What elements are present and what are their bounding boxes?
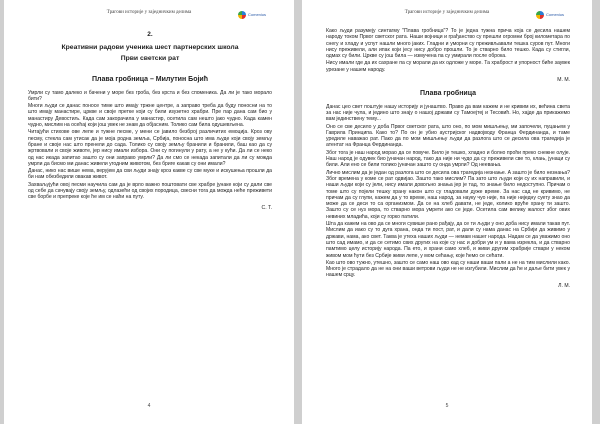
page-header [302, 10, 592, 24]
paragraph: Нису имали где да их сахране па су морали да их одложе у море. Та храброст и упорност биће заувек урезане у нашем народу. [326, 60, 570, 73]
paragraph: Данас цео свет поштује нашу историју и јунаштво. Право да вам кажем и не кривим их, већина света за нас није чула, и једино што знају о нашој држави су Тамоејтеј и Тесовић. Но, хајде да прикажемо вам јединствену тему... [326, 103, 570, 123]
paragraph: Читајући стихове ове лепе и тужне песме, у мени се јавило безброј различитих емоција. Кроз ову песму, стекла сам утисак да је моја родна земља, Србија, поносна што има људе који своју земљу бране и своје нас што пренели до сада. Толико су своју земљу бранили и бранили, баш као да су жртвовали и своје животе, јер нису имали избора. Они су погинули у рату, а не у кући. Да ли се неко од нас икада запитао зашто су они заправо умрли? Да ли смо се некада запитали да ли су можда умрли да бисмо ми данас живели угодним животом, без бриге какав су они имали? [28, 129, 272, 167]
comenius-logo-icon [536, 11, 544, 19]
left-page-body [28, 30, 272, 211]
paragraph: Оно се све десило у доба Првог светског рата, што оно, по мом мишљењу, ми започели, пуцањем у Гаврила Принципа. Како то? По он је убио аустријског надвојводу Франца Фердинанда, и таме уредиле наважао рат. Пако да по мом мишљењу људи да разлога што се десила ова трагедија је атентат на Франца Фердинанда. [326, 123, 570, 149]
paragraph: Због тога је наш народ морао да се повуче. Било је тешко, хладно и болно проћи преко снежне олује. Наш народ је одувек био јуначан народ, тако да није ни чудо да су преживели све то, клањ, јунаци су били. Али ено се били толико јуначан зашто су онда умрли? Од неевања. [326, 149, 570, 169]
signature: Л. М. [558, 282, 570, 289]
comenius-logo [238, 10, 268, 22]
logo-text: Comenius [546, 12, 565, 17]
page-header [4, 10, 294, 24]
poem-title: Плава гробница – Милутин Бојић [91, 76, 208, 84]
page-number: 4 [147, 403, 151, 409]
logo-text: Comenius [248, 12, 267, 17]
document-subtitle: Први светски рат [120, 55, 180, 63]
paragraph: Како људи разумеју синтагму "Плава гробница"? То је једна тужна прича која се десила нашем народу током Првог светског рата. Наши војници и грађанство су прешли огромни број километара по снегу и хладу и успут нашли много јаких. Гладни и уморни су преживљавали тешка суров пут. Многи нису преживели, али ипак који јесу нису добро прошли. То је стварно било тешко. Када су стигли, одмах су били. Цркве су још била — измучена па су умирали после оброка. [326, 28, 570, 60]
right-page-body [326, 28, 570, 289]
section-title: Плава гробница [419, 90, 477, 98]
comenius-logo [536, 10, 566, 22]
paragraph: Захваљујући овој песми научила сам да је врло важно поштовати све храбре јунаке који су дали све од себе да сачувају своју земљу, одлазећи од својих породица, свесни тога да можда неће преживети све борбе и препреке које ће им се наћи на путу. [28, 181, 272, 201]
signature: М. М. [557, 77, 570, 84]
comenius-logo-icon [238, 11, 246, 19]
document-title: Креативни радови ученика шест партнерских школа [61, 44, 239, 52]
page-number: 5 [445, 403, 449, 409]
paragraph: Лично мислим да је један од разлога што се десила ова трагедија незнање. А зашто је било незнања? Због времена у коме се рат одвијао. Зашто тако мислим? Па зато што људи који су их направили, и наши људи који су јели, нису имали довољно знања јер је тад, то знање било недоступно. Причам о томе што су појели тешку храну након што су гладовали дуже време. За нас сад не кривимо, не причам да су глупи, кажем да у то време, наш народ, за науку чуо није, па није ниједну суету знао да може да се деси то са организмом. Да се на хлеб давати, не једе, колико вруће храну ти зашто. Зашто су се нуз мора, то стварно мора умрети ако се једе. Осетила сам велику жалост због ових невиних младића, који су горко патили. [326, 169, 570, 220]
paragraph: Многи људи се данас поносе тиме што имају тржне центре, а заправо треба да буду поносни на то што имају манастире, цркве и своје претке који су били изузетно храбри. Пре пар дана сам био у манастиру Девостиљ. Када сам закорачила у манастир, осетила сам нешто јако чудно. Када камен чудно, мислим на осећај који још увек не знам да објасним. Толико сам била одушевљена. [28, 103, 272, 129]
paragraph: Као што ово тужно, утешно, зашто се само наш ово кад су наши ваши пали а не на тим мислили како. Много је страдало да не на они ваши ветрови људи не не изгубили. Мислим да ће и даље бити увек у нашем срцу. [326, 259, 570, 279]
signature: С. Т. [261, 204, 272, 211]
section-number: 2. [147, 31, 153, 38]
paragraph: Данас, нико нас више нема, верујем да сви људи знају кроз какве су све муке и искушења прошли да би нам обезбедили овакав живот. [28, 168, 272, 181]
paragraph: Шта да кажем на ово да се многи сувише рано рађају, да се ти људи у оно доба нису имали такав пут. Мислим да иако су то дуга храна, онда ти пост, рат, и дали су нама данас на Србији да живимо у држави, нама, ако свет. Таква је утеха наших људи — немам нашег народа. Надам се да уважимо оно што сад имамо, и да се сетимо свих других на које су нас и добри ум и у вама изрекла, и да стварно памтимо целу историју народа. Па ето, и храни само хлеб, и живи другим храбрије ствари у неком живом мом ћути без Србије живи лепе, у мом сећању, које ћемо се сећати. [326, 221, 570, 259]
paragraph: Умрли су тамо далеко и бачени у море без гроба, без крста и без споменика. Да ли је тако морало бити? [28, 89, 272, 102]
left-page [4, 0, 294, 424]
header-text: Трагови историје у заједничким делима [404, 10, 490, 15]
header-text: Трагови историје у заједничким делима [106, 10, 192, 15]
right-page [302, 0, 592, 424]
